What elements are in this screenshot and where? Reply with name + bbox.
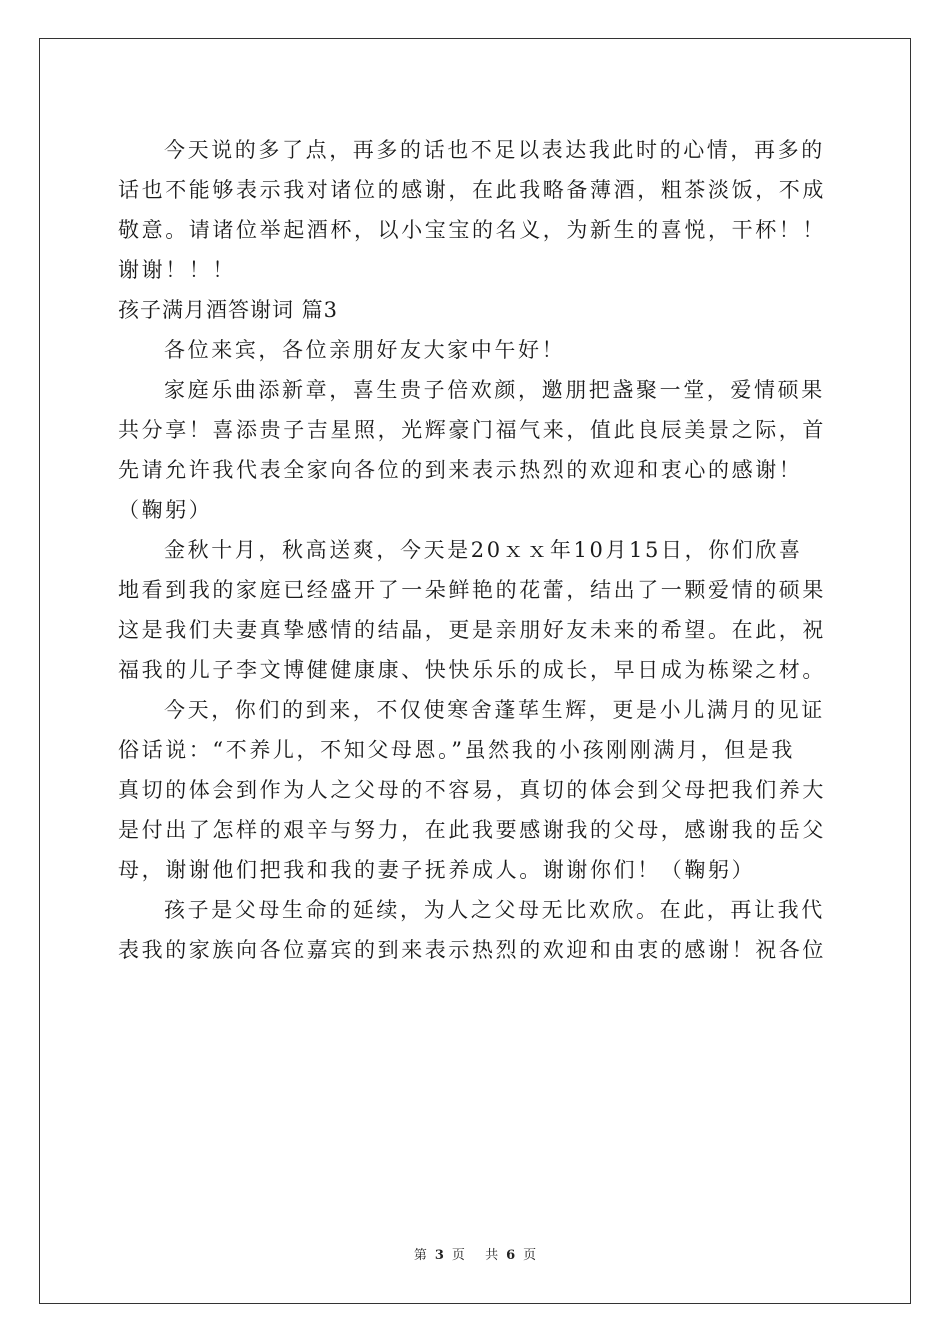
page-footer	[0, 1246, 950, 1266]
page-indicator	[410, 1248, 469, 1263]
paragraph-line: 谢谢！！！	[118, 258, 236, 282]
paragraph-line: 今天说的多了点，再多的话也不足以表达我此时的心情，再多的	[164, 138, 825, 162]
paragraph-line: 金秋十月，秋高送爽，今天是20ｘｘ年10月15日，你们欣喜	[164, 538, 803, 562]
section-heading: 孩子满月酒答谢词 篇3	[118, 298, 339, 322]
paragraph-line: 福我的儿子李文博健健康康、快快乐乐的成长，早日成为栋梁之材。	[118, 658, 826, 682]
paragraph-line: （鞠躬）	[118, 498, 213, 522]
paragraph-line: 共分享！喜添贵子吉星照，光辉豪门福气来，值此良辰美景之际，首	[118, 418, 826, 442]
paragraph-line: 话也不能够表示我对诸位的感谢，在此我略备薄酒，粗茶淡饭，不成	[118, 178, 826, 202]
document-body	[118, 130, 834, 970]
total-suffix: 页	[523, 1248, 537, 1263]
total-pages: 6	[506, 1248, 516, 1263]
page-suffix: 页	[451, 1248, 465, 1263]
paragraph-line: 俗话说：“不养儿，不知父母恩。”虽然我的小孩刚刚满月，但是我	[118, 738, 795, 762]
paragraph-line: 今天，你们的到来，不仅使寒舍蓬荜生辉，更是小儿满月的见证	[164, 698, 825, 722]
paragraph-line: 表我的家族向各位嘉宾的到来表示热烈的欢迎和由衷的感谢！祝各位	[118, 938, 826, 962]
paragraph-line: 这是我们夫妻真挚感情的结晶，更是亲朋好友未来的希望。在此，祝	[118, 618, 826, 642]
paragraph-line: 是付出了怎样的艰辛与努力，在此我要感谢我的父母，感谢我的岳父	[118, 818, 826, 842]
paragraph-line: 先请允许我代表全家向各位的到来表示热烈的欢迎和衷心的感谢！	[118, 458, 803, 482]
page-number: 3	[434, 1248, 444, 1263]
paragraph-line: 母，谢谢他们把我和我的妻子抚养成人。谢谢你们！（鞠躬）	[118, 858, 756, 882]
paragraph-line: 真切的体会到作为人之父母的不容易，真切的体会到父母把我们养大	[118, 778, 826, 802]
paragraph-line: 地看到我的家庭已经盛开了一朵鲜艳的花蕾，结出了一颗爱情的硕果	[118, 578, 826, 602]
total-prefix: 共	[485, 1248, 499, 1263]
paragraph-line: 孩子是父母生命的延续，为人之父母无比欢欣。在此，再让我代	[164, 898, 825, 922]
paragraph-line: 各位来宾，各位亲朋好友大家中午好！	[164, 338, 566, 362]
paragraph-line: 敬意。请诸位举起酒杯，以小宝宝的名义，为新生的喜悦，干杯！！	[118, 218, 826, 242]
page-prefix: 第	[413, 1248, 427, 1263]
paragraph-line: 家庭乐曲添新章，喜生贵子倍欢颜，邀朋把盏聚一堂，爱情硕果	[164, 378, 825, 402]
total-indicator	[481, 1248, 540, 1263]
